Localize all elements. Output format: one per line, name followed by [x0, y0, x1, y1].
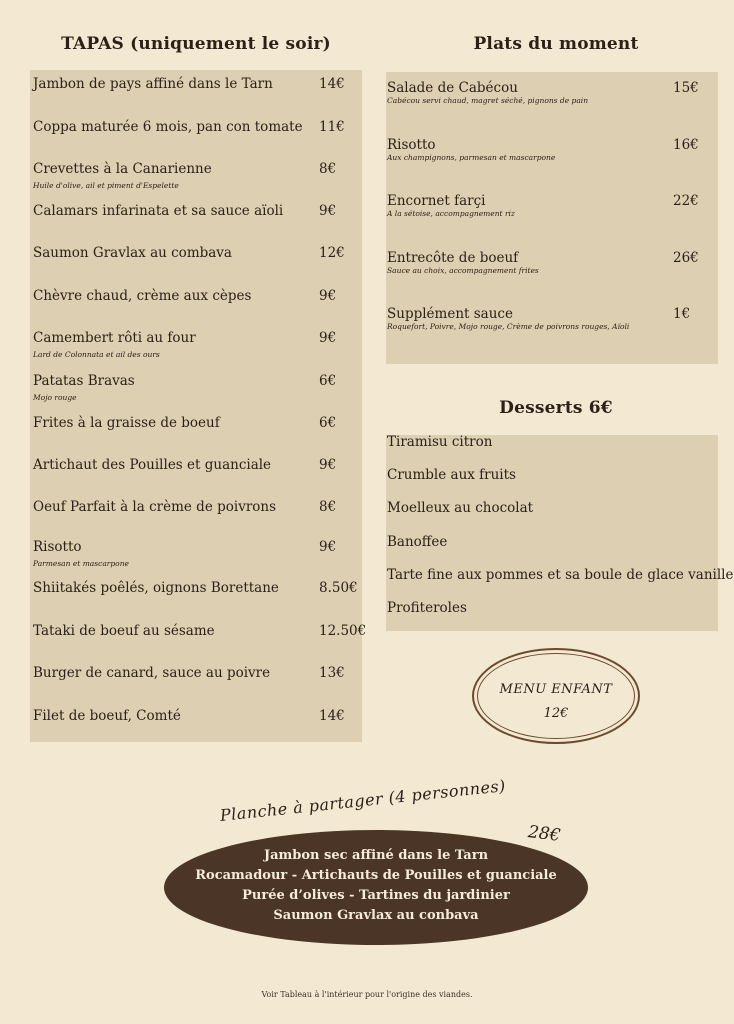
tapas-item-price: 9€: [319, 457, 337, 473]
tapas-item-name: Frites à la graisse de boeuf: [33, 415, 220, 431]
menu-enfant-badge: [472, 648, 640, 744]
tapas-item-price: 9€: [319, 330, 337, 346]
planche-line: Saumon Gravlax au conbava: [273, 908, 479, 923]
plats-du-moment-panel: [386, 72, 718, 364]
dessert-item: Crumble aux fruits: [387, 467, 516, 483]
tapas-item-price: 12.50€: [319, 623, 367, 639]
plat-item-note: Cabécou servi chaud, magret séché, pignons de pain: [387, 96, 589, 105]
footer-note: Voir Tableau à l'intérieur pour l'origine des viandes.: [261, 990, 473, 999]
desserts-heading: Desserts 6€: [499, 398, 613, 418]
plat-item-name: Entrecôte de boeuf: [387, 250, 519, 266]
dessert-item: Profiteroles: [387, 600, 467, 616]
tapas-item-note: Parmesan et mascarpone: [33, 559, 129, 568]
tapas-item-price: 9€: [319, 539, 337, 555]
tapas-heading: TAPAS (uniquement le soir): [61, 34, 331, 54]
tapas-item-price: 9€: [319, 203, 337, 219]
tapas-item-price: 8€: [319, 161, 337, 177]
tapas-item-price: 14€: [319, 76, 345, 92]
tapas-item-name: Saumon Gravlax au combava: [33, 245, 232, 261]
plat-item-name: Risotto: [387, 137, 436, 153]
tapas-item-price: 8.50€: [319, 580, 358, 596]
tapas-item-name: Shiitakés poêlés, oignons Borettane: [33, 580, 279, 596]
menu-enfant-price: 12€: [543, 706, 569, 721]
tapas-item-name: Calamars infarinata et sa sauce aïoli: [33, 203, 284, 219]
plat-item-note: Roquefort, Poivre, Mojo rouge, Crème de poivrons rouges, Aïoli: [387, 322, 630, 331]
tapas-item-price: 13€: [319, 665, 345, 681]
tapas-item-name: Tataki de boeuf au sésame: [33, 623, 215, 639]
tapas-item-name: Risotto: [33, 539, 82, 555]
tapas-panel: [30, 70, 367, 742]
desserts-panel: [386, 434, 734, 631]
tapas-item-name: Camembert rôti au four: [33, 330, 196, 346]
plat-item-price: 26€: [673, 250, 699, 266]
plat-item-price: 22€: [673, 193, 699, 209]
planche-oval: [164, 830, 588, 945]
planche-title: Planche à partager (4 personnes): [219, 776, 507, 825]
plat-item-note: Aux champignons, parmesan et mascarpone: [387, 153, 556, 162]
tapas-item-name: Artichaut des Pouilles et guanciale: [33, 457, 272, 473]
tapas-item-name: Crevettes à la Canarienne: [33, 161, 212, 177]
planche-price: 28€: [526, 822, 562, 846]
dessert-item: Moelleux au chocolat: [387, 500, 534, 516]
tapas-item-name: Chèvre chaud, crème aux cèpes: [33, 288, 252, 304]
tapas-item-price: 6€: [319, 415, 337, 431]
tapas-item-name: Burger de canard, sauce au poivre: [33, 665, 271, 681]
tapas-item-note: Huile d'olive, ail et piment d'Espelette: [33, 181, 179, 190]
tapas-item-price: 9€: [319, 288, 337, 304]
plats-du-moment-heading: Plats du moment: [473, 34, 639, 54]
dessert-item: Tiramisu citron: [387, 434, 493, 450]
tapas-item-note: Mojo rouge: [33, 393, 77, 402]
planche-line: Rocamadour - Artichauts de Pouilles et guanciale: [195, 868, 557, 883]
tapas-item-note: Lard de Colonnata et ail des ours: [33, 350, 160, 359]
plat-item-name: Encornet farçi: [387, 193, 486, 209]
tapas-item-name: Filet de boeuf, Comté: [33, 708, 181, 724]
tapas-item-name: Oeuf Parfait à la crème de poivrons: [33, 499, 277, 515]
tapas-item-price: 14€: [319, 708, 345, 724]
plat-item-price: 16€: [673, 137, 699, 153]
tapas-item-name: Coppa maturée 6 mois, pan con tomate: [33, 119, 303, 135]
menu-enfant-title: MENU ENFANT: [499, 682, 613, 697]
tapas-item-name: Patatas Bravas: [33, 373, 135, 389]
tapas-item-price: 11€: [319, 119, 345, 135]
plat-item-note: A la sétoise, accompagnement riz: [387, 209, 515, 218]
plat-item-price: 15€: [673, 80, 699, 96]
plat-item-note: Sauce au choix, accompagnement frites: [387, 266, 539, 275]
plat-item-name: Salade de Cabécou: [387, 80, 518, 96]
planche-line: Jambon sec affiné dans le Tarn: [263, 848, 489, 863]
tapas-item-name: Jambon de pays affiné dans le Tarn: [33, 76, 273, 92]
dessert-item: Tarte fine aux pommes et sa boule de glace vanille: [387, 567, 734, 583]
tapas-item-price: 12€: [319, 245, 345, 261]
dessert-item: Banoffee: [387, 534, 448, 550]
plat-item-name: Supplément sauce: [387, 306, 513, 322]
tapas-item-price: 6€: [319, 373, 337, 389]
tapas-item-price: 8€: [319, 499, 337, 515]
planche-line: Purée d’olives - Tartines du jardinier: [242, 888, 510, 903]
plat-item-price: 1€: [673, 306, 691, 322]
